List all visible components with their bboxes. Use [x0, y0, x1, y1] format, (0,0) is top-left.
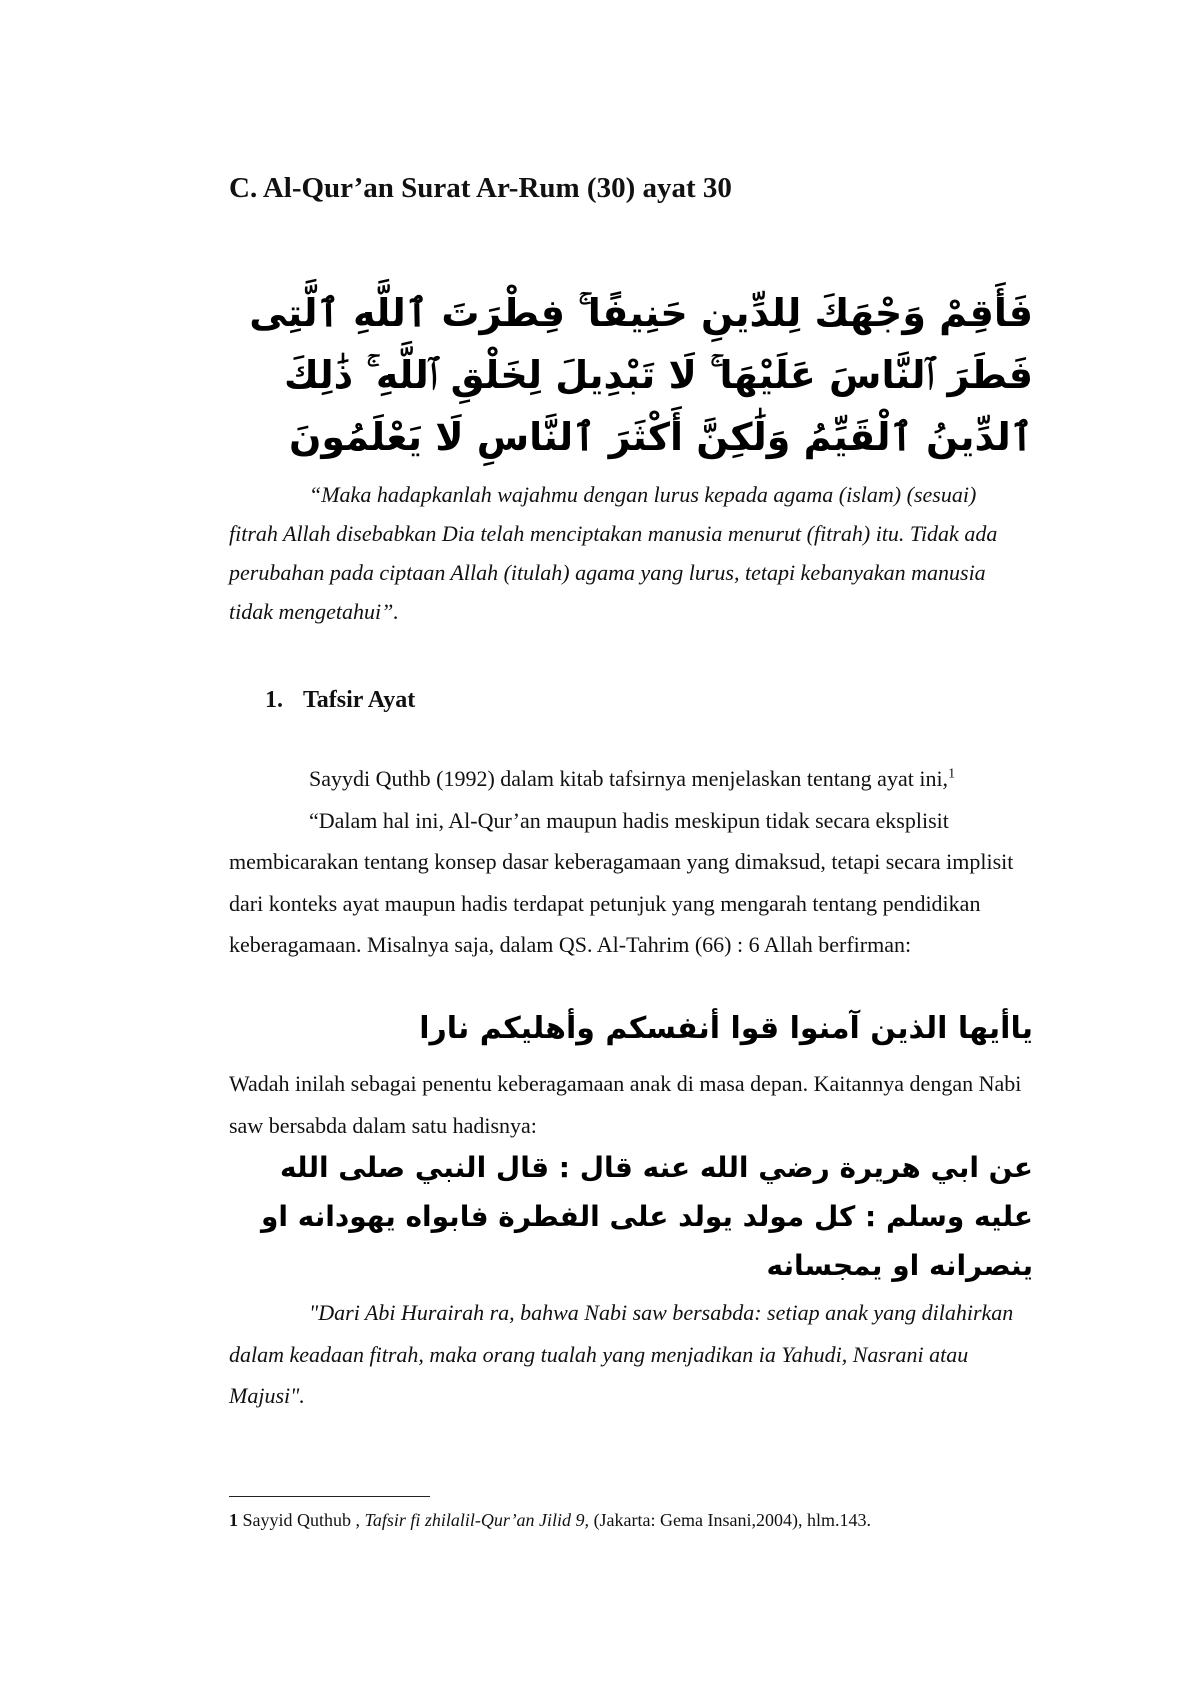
footnote-reference[interactable]: 1 — [948, 766, 956, 782]
section-heading: C. Al-Qur’an Surat Ar-Rum (30) ayat 30 — [229, 172, 732, 204]
subsection-heading — [265, 687, 415, 714]
footnote-separator — [229, 1496, 430, 1497]
subsection-number: 1. — [265, 687, 283, 713]
footnote — [229, 1510, 871, 1531]
footnote-number: 1 — [229, 1510, 238, 1530]
tafsir-paragraph — [229, 758, 1034, 966]
quran-verse-arabic — [249, 282, 1033, 468]
hadith-line: عليه وسلم : كل مولد يولد على الفطرة فابواه يهودانه او — [260, 1200, 1033, 1233]
verse-line: فَطَرَ ٱلنَّاسَ عَلَيْهَا ۚ لَا تَبْدِيلَ لِخَلْقِ ٱللَّهِ ۚ ذَٰلِكَ — [284, 353, 1033, 397]
hadith-line: عن ابي هريرة رضي الله عنه قال : قال النبي صلى الله — [280, 1151, 1033, 1184]
hadith-translation — [229, 1292, 1034, 1417]
verse-line: ٱلدِّينُ ٱلْقَيِّمُ وَلَٰكِنَّ أَكْثَرَ ٱلنَّاسِ لَا يَعْلَمُونَ — [289, 415, 1033, 459]
hadith-arabic — [229, 1143, 1033, 1290]
intro-sentence — [229, 758, 1034, 800]
hadith-line: ينصرانه او يمجسانه — [766, 1249, 1033, 1282]
subsection-title: Tafsir Ayat — [303, 687, 416, 713]
hadith-translation-text: "Dari Abi Hurairah ra, bahwa Nabi saw bersabda: setiap anak yang dilahirkan dalam keadaan fitrah, maka orang tualah yang menjadikan ia Yahudi, Nasrani atau Majusi". — [229, 1300, 1014, 1408]
quote-paragraph: “Dalam hal ini, Al-Qur’an maupun hadis meskipun tidak secara eksplisit membicarakan tentang konsep dasar keberagamaan yang dimaksud, tetapi secara implisit dari konteks ayat maupun hadis terdapat petunjuk yang mengarah tentang pendidikan keberagamaan. Misalnya saja, dalam QS. Al-Tahrim (66) : 6 Allah berfirman: — [229, 807, 1014, 957]
arabic-quote: ياأيها الذين آمنوا قوا أنفسكم وأهليكم نارا — [419, 1011, 1033, 1046]
paragraph-after-quote: Wadah inilah sebagai penentu keberagamaan anak di masa depan. Kaitannya dengan Nabi saw bersabda dalam satu hadisnya: — [229, 1071, 1022, 1138]
intro-text: Sayydi Quthb (1992) dalam kitab tafsirnya menjelaskan tentang ayat ini, — [309, 766, 949, 791]
verse-line: فَأَقِمْ وَجْهَكَ لِلدِّينِ حَنِيفًا ۚ فِطْرَتَ ٱللَّهِ ٱلَّتِى — [249, 291, 1033, 335]
verse-translation: “Maka hadapkanlah wajahmu dengan lurus kepada agama (islam) (sesuai) fitrah Allah disebabkan Dia telah menciptakan manusia menurut (fitrah) itu. Tidak ada perubahan pada ciptaan Allah (itulah) agama yang lurus, tetapi kebanyakan manusia tidak mengetahui”. — [229, 482, 998, 624]
footnote-title: Tafsir fi zhilalil-Qur’an Jilid 9, — [364, 1510, 590, 1530]
footnote-author: Sayyid Quthub , — [238, 1510, 365, 1530]
footnote-details: (Jakarta: Gema Insani,2004), hlm.143. — [589, 1510, 871, 1530]
